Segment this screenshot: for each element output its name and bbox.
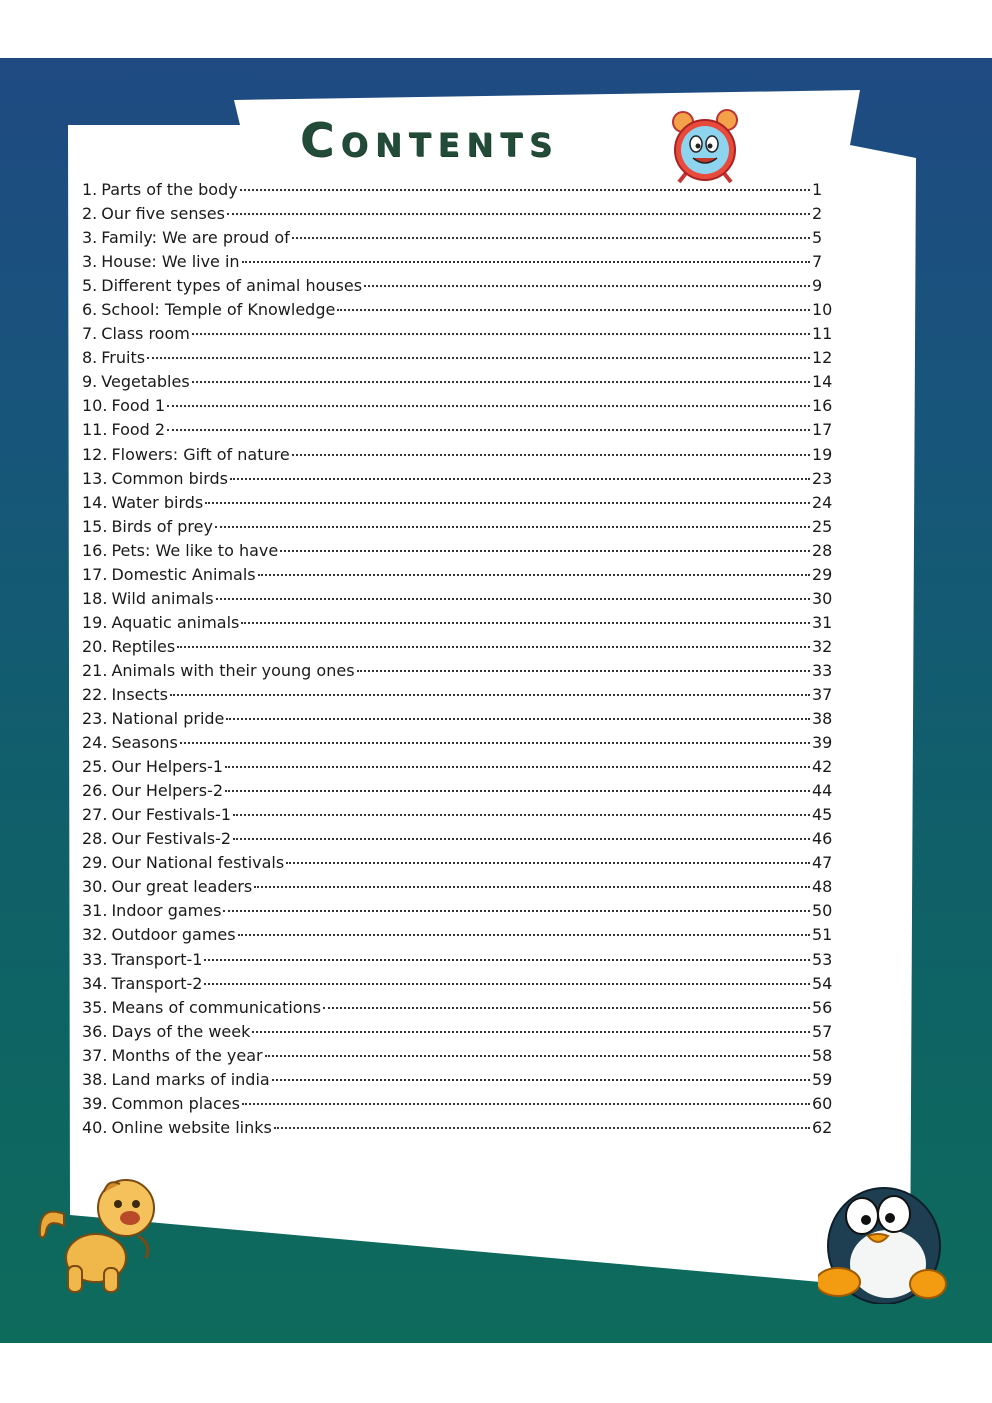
- toc-page-number: 58: [812, 1045, 833, 1065]
- toc-title: Our Festivals-2: [111, 829, 232, 849]
- toc-entry[interactable]: [82, 324, 842, 348]
- toc-number: 38.: [82, 1069, 108, 1089]
- toc-number: 30.: [82, 877, 108, 897]
- toc-title: Online website links: [111, 1117, 272, 1137]
- leader-dots: [223, 910, 810, 912]
- leader-dots: [177, 646, 810, 648]
- toc-page-number: 23: [812, 468, 833, 488]
- toc-entry[interactable]: [82, 781, 842, 805]
- toc-page-number: 28: [812, 540, 833, 560]
- toc-page-number: 9: [812, 276, 823, 296]
- toc-title: Insects: [111, 684, 168, 704]
- toc-page-number: 12: [812, 348, 833, 368]
- toc-number: 25.: [82, 757, 108, 777]
- toc-entry[interactable]: [82, 517, 842, 541]
- toc-page-number: 14: [812, 372, 833, 392]
- toc-entry[interactable]: [82, 565, 842, 589]
- toc-entry[interactable]: [82, 276, 842, 300]
- table-of-contents: [82, 180, 842, 1142]
- toc-page-number: 46: [812, 829, 833, 849]
- toc-entry[interactable]: [82, 925, 842, 949]
- toc-title: Domestic Animals: [111, 564, 256, 584]
- leader-dots: [204, 959, 810, 961]
- toc-entry[interactable]: [82, 1118, 842, 1142]
- toc-title: Outdoor games: [111, 925, 236, 945]
- toc-number: 16.: [82, 540, 108, 560]
- toc-title: Our five senses: [101, 204, 225, 224]
- toc-page-number: 60: [812, 1093, 833, 1113]
- toc-number: 35.: [82, 997, 108, 1017]
- leader-dots: [167, 405, 810, 407]
- toc-entry[interactable]: [82, 1022, 842, 1046]
- toc-title: Reptiles: [111, 636, 176, 656]
- toc-page-number: 53: [812, 949, 833, 969]
- toc-entry[interactable]: [82, 589, 842, 613]
- leader-dots: [225, 766, 810, 768]
- toc-number: 34.: [82, 973, 108, 993]
- toc-entry[interactable]: [82, 950, 842, 974]
- toc-page-number: 47: [812, 853, 833, 873]
- toc-entry[interactable]: [82, 1046, 842, 1070]
- toc-entry[interactable]: [82, 493, 842, 517]
- toc-number: 22.: [82, 684, 108, 704]
- toc-number: 12.: [82, 444, 108, 464]
- leader-dots: [225, 790, 810, 792]
- toc-title: Our great leaders: [111, 877, 253, 897]
- toc-page-number: 62: [812, 1117, 833, 1137]
- toc-entry[interactable]: [82, 541, 842, 565]
- toc-page-number: 5: [812, 228, 823, 248]
- toc-title: Fruits: [101, 348, 146, 368]
- toc-number: 32.: [82, 925, 108, 945]
- toc-number: 17.: [82, 564, 108, 584]
- toc-page-number: 44: [812, 781, 833, 801]
- toc-entry[interactable]: [82, 661, 842, 685]
- toc-page-number: 24: [812, 492, 833, 512]
- toc-title: National pride: [111, 709, 225, 729]
- toc-title: Means of communications: [111, 997, 322, 1017]
- toc-title: Family: We are proud of: [101, 228, 290, 248]
- toc-page-number: 1: [812, 180, 823, 199]
- toc-title: Flowers: Gift of nature: [111, 444, 290, 464]
- toc-number: 19.: [82, 612, 108, 632]
- leader-dots: [292, 454, 810, 456]
- toc-page-number: 16: [812, 396, 833, 416]
- toc-entry[interactable]: [82, 757, 842, 781]
- leader-dots: [265, 1055, 810, 1057]
- toc-number: 23.: [82, 709, 108, 729]
- toc-number: 28.: [82, 829, 108, 849]
- leader-dots: [272, 1079, 810, 1081]
- toc-entry[interactable]: [82, 372, 842, 396]
- leader-dots: [180, 742, 810, 744]
- toc-title: Our Helpers-2: [111, 781, 224, 801]
- toc-number: 21.: [82, 660, 108, 680]
- toc-page-number: 25: [812, 516, 833, 536]
- toc-number: 24.: [82, 733, 108, 753]
- toc-title: Class room: [101, 324, 190, 344]
- toc-page-number: 7: [812, 252, 823, 272]
- toc-entry[interactable]: [82, 637, 842, 661]
- toc-title: Aquatic animals: [111, 612, 240, 632]
- leader-dots: [254, 886, 810, 888]
- leader-dots: [252, 1031, 810, 1033]
- toc-number: 39.: [82, 1093, 108, 1113]
- lion-cub-icon: [34, 1174, 164, 1296]
- leader-dots: [337, 309, 810, 311]
- toc-entry[interactable]: [82, 1070, 842, 1094]
- leader-dots: [280, 550, 810, 552]
- leader-dots: [286, 862, 810, 864]
- toc-title: School: Temple of Knowledge: [101, 300, 336, 320]
- toc-number: 20.: [82, 636, 108, 656]
- toc-page-number: 30: [812, 588, 833, 608]
- toc-page-number: 33: [812, 660, 833, 680]
- toc-title: Wild animals: [111, 588, 214, 608]
- toc-page-number: 51: [812, 925, 833, 945]
- leader-dots: [292, 237, 810, 239]
- toc-number: 3.: [82, 252, 98, 272]
- toc-title: Parts of the body: [101, 180, 238, 199]
- toc-page-number: 17: [812, 420, 833, 440]
- penguin-icon: [818, 1172, 948, 1304]
- toc-page-number: 42: [812, 757, 833, 777]
- leader-dots: [192, 381, 810, 383]
- toc-title: Our National festivals: [111, 853, 285, 873]
- leader-dots: [170, 694, 810, 696]
- toc-page-number: 37: [812, 684, 833, 704]
- toc-number: 1.: [82, 180, 98, 199]
- leader-dots: [233, 838, 810, 840]
- toc-entry[interactable]: [82, 613, 842, 637]
- toc-entry[interactable]: [82, 685, 842, 709]
- toc-number: 8.: [82, 348, 98, 368]
- toc-title: Indoor games: [111, 901, 222, 921]
- toc-number: 3.: [82, 228, 98, 248]
- leader-dots: [205, 502, 810, 504]
- toc-entry[interactable]: [82, 228, 842, 252]
- toc-entry[interactable]: [82, 300, 842, 324]
- leader-dots: [192, 333, 810, 335]
- leader-dots: [274, 1127, 810, 1129]
- toc-number: 29.: [82, 853, 108, 873]
- toc-number: 15.: [82, 516, 108, 536]
- toc-page-number: 19: [812, 444, 833, 464]
- toc-entry[interactable]: [82, 1094, 842, 1118]
- leader-dots: [216, 598, 810, 600]
- toc-page-number: 39: [812, 733, 833, 753]
- leader-dots: [241, 622, 810, 624]
- toc-entry[interactable]: [82, 252, 842, 276]
- toc-entry[interactable]: [82, 180, 842, 204]
- leader-dots: [204, 983, 810, 985]
- toc-title: Our Helpers-1: [111, 757, 224, 777]
- toc-entry[interactable]: [82, 853, 842, 877]
- toc-title: Transport-1: [111, 949, 203, 969]
- toc-page-number: 56: [812, 997, 833, 1017]
- toc-entry[interactable]: [82, 469, 842, 493]
- toc-number: 9.: [82, 372, 98, 392]
- toc-page-number: 10: [812, 300, 833, 320]
- toc-number: 5.: [82, 276, 98, 296]
- toc-title: Transport-2: [111, 973, 203, 993]
- leader-dots: [242, 261, 810, 263]
- toc-number: 11.: [82, 420, 108, 440]
- toc-entry[interactable]: [82, 204, 842, 228]
- leader-dots: [147, 357, 810, 359]
- toc-number: 6.: [82, 300, 98, 320]
- toc-number: 18.: [82, 588, 108, 608]
- toc-title: Months of the year: [111, 1045, 263, 1065]
- leader-dots: [242, 1103, 810, 1105]
- toc-page-number: 29: [812, 564, 833, 584]
- leader-dots: [230, 478, 810, 480]
- toc-page-number: 50: [812, 901, 833, 921]
- leader-dots: [258, 574, 810, 576]
- toc-title: Pets: We like to have: [111, 540, 279, 560]
- toc-entry[interactable]: [82, 877, 842, 901]
- toc-number: 14.: [82, 492, 108, 512]
- toc-title: Different types of animal houses: [101, 276, 363, 296]
- leader-dots: [167, 429, 810, 431]
- toc-page-number: 38: [812, 709, 833, 729]
- toc-number: 26.: [82, 781, 108, 801]
- toc-entry[interactable]: [82, 348, 842, 372]
- toc-page-number: 2: [812, 204, 823, 224]
- toc-page-number: 54: [812, 973, 833, 993]
- toc-title: Water birds: [111, 492, 204, 512]
- leader-dots: [227, 213, 810, 215]
- toc-number: 7.: [82, 324, 98, 344]
- toc-entry[interactable]: [82, 805, 842, 829]
- toc-page-number: 45: [812, 805, 833, 825]
- toc-number: 33.: [82, 949, 108, 969]
- leader-dots: [364, 285, 810, 287]
- toc-entry[interactable]: [82, 998, 842, 1022]
- toc-entry[interactable]: [82, 733, 842, 757]
- toc-title: Our Festivals-1: [111, 805, 232, 825]
- leader-dots: [238, 934, 810, 936]
- toc-title: Birds of prey: [111, 516, 213, 536]
- toc-entry[interactable]: [82, 901, 842, 925]
- toc-title: House: We live in: [101, 252, 240, 272]
- toc-number: 31.: [82, 901, 108, 921]
- leader-dots: [240, 189, 810, 191]
- toc-page-number: 32: [812, 636, 833, 656]
- toc-page-number: 31: [812, 612, 833, 632]
- leader-dots: [323, 1007, 810, 1009]
- toc-number: 13.: [82, 468, 108, 488]
- toc-title: Vegetables: [101, 372, 190, 392]
- toc-number: 36.: [82, 1021, 108, 1041]
- toc-entry[interactable]: [82, 396, 842, 420]
- toc-entry[interactable]: [82, 829, 842, 853]
- leader-dots: [215, 526, 810, 528]
- toc-number: 37.: [82, 1045, 108, 1065]
- toc-number: 10.: [82, 396, 108, 416]
- leader-dots: [226, 718, 810, 720]
- toc-entry[interactable]: [82, 974, 842, 998]
- toc-title: Food 2: [111, 420, 166, 440]
- leader-dots: [233, 814, 810, 816]
- toc-number: 40.: [82, 1117, 108, 1137]
- alarm-clock-icon: [665, 108, 749, 186]
- toc-title: Common places: [111, 1093, 240, 1113]
- page-title: Contents: [300, 113, 560, 167]
- toc-number: 2.: [82, 204, 98, 224]
- toc-title: Food 1: [111, 396, 166, 416]
- toc-title: Animals with their young ones: [111, 660, 355, 680]
- toc-page-number: 57: [812, 1021, 833, 1041]
- toc-page-number: 48: [812, 877, 833, 897]
- leader-dots: [357, 670, 810, 672]
- toc-title: Land marks of india: [111, 1069, 270, 1089]
- toc-page-number: 59: [812, 1069, 833, 1089]
- toc-title: Days of the week: [111, 1021, 251, 1041]
- toc-entry[interactable]: [82, 445, 842, 469]
- toc-title: Common birds: [111, 468, 228, 488]
- toc-entry[interactable]: [82, 420, 842, 444]
- toc-page-number: 11: [812, 324, 833, 344]
- toc-title: Seasons: [111, 733, 178, 753]
- toc-entry[interactable]: [82, 709, 842, 733]
- toc-number: 27.: [82, 805, 108, 825]
